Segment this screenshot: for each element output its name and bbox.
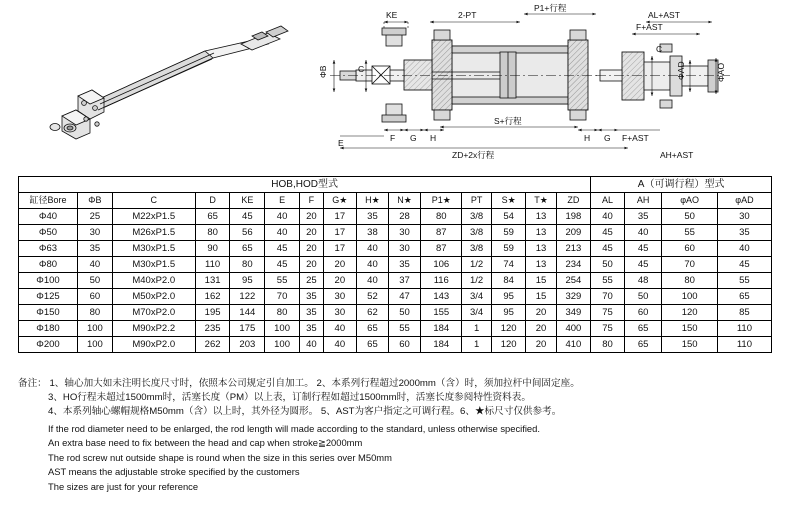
cell-value: 40 (265, 209, 300, 225)
cell-value: 410 (556, 337, 591, 353)
cell-value: 50 (389, 305, 421, 321)
cell-value: 74 (491, 257, 526, 273)
cell-value: 35 (624, 209, 662, 225)
note-cn-1: 1、轴心加大如未注明长度尺寸时，依照本公司规定引自加工。 2、本系列行程超过2000mm（含）时，须加拉杆中间固定座。 (49, 378, 580, 389)
table-column-header-row (19, 193, 772, 209)
cell-value: 198 (556, 209, 591, 225)
cell-value: 35 (356, 209, 388, 225)
cell-value: 45 (265, 241, 300, 257)
cell-value: 55 (591, 273, 625, 289)
cell-bore: Φ40 (19, 209, 78, 225)
cell-value: 20 (299, 209, 323, 225)
cell-value: 40 (717, 241, 771, 257)
label-phi-ao: ΦAO (716, 62, 726, 82)
cell-value: 100 (78, 337, 113, 353)
cell-value: 95 (491, 289, 526, 305)
cell-value: 20 (323, 257, 356, 273)
cell-value: 162 (195, 289, 230, 305)
cell-value: 20 (299, 241, 323, 257)
cell-value: 400 (556, 321, 591, 337)
cell-value: 349 (556, 305, 591, 321)
cell-value: 65 (717, 289, 771, 305)
cell-value: 45 (265, 257, 300, 273)
col-n: N★ (389, 193, 421, 209)
cell-value: M26xP1.5 (112, 225, 195, 241)
cell-value: 13 (526, 257, 556, 273)
cell-value: 45 (624, 241, 662, 257)
table-row (19, 241, 772, 257)
col-ke: KE (230, 193, 265, 209)
cell-value: 150 (662, 337, 717, 353)
cell-value: 100 (78, 321, 113, 337)
cell-value: 60 (624, 305, 662, 321)
cell-value: 120 (491, 321, 526, 337)
cell-value: 15 (526, 273, 556, 289)
cell-value: 40 (356, 257, 388, 273)
table-group-header-row (19, 177, 772, 193)
spec-table (18, 176, 772, 353)
cell-value: 3/4 (462, 289, 491, 305)
cell-value: 50 (624, 289, 662, 305)
cell-value: 87 (421, 241, 462, 257)
cell-value: 45 (591, 225, 625, 241)
col-t: T★ (526, 193, 556, 209)
cell-value: 60 (78, 289, 113, 305)
cell-value: 65 (624, 337, 662, 353)
cell-bore: Φ180 (19, 321, 78, 337)
cell-value: 80 (265, 305, 300, 321)
cell-bore: Φ150 (19, 305, 78, 321)
cell-value: 13 (526, 241, 556, 257)
cell-value: 70 (591, 289, 625, 305)
cell-value: 65 (230, 241, 265, 257)
cell-value: 20 (299, 257, 323, 273)
cell-value: 40 (624, 225, 662, 241)
note-en-4: AST means the adjustable stroke specified by the customers (48, 466, 300, 478)
cell-value: 122 (230, 289, 265, 305)
cell-value: 3/4 (462, 305, 491, 321)
cell-value: 100 (265, 321, 300, 337)
cell-value: 75 (591, 321, 625, 337)
col-ah: AH (624, 193, 662, 209)
label-c-left: C (358, 64, 365, 74)
cell-bore: Φ63 (19, 241, 78, 257)
cell-value: 80 (421, 209, 462, 225)
cell-value: 80 (662, 273, 717, 289)
cell-value: 54 (491, 209, 526, 225)
cell-value: 235 (195, 321, 230, 337)
cell-value: 40 (356, 273, 388, 289)
label-phi-b: ΦB (318, 65, 328, 78)
col-e: E (265, 193, 300, 209)
label-f-ast-bottom: F+AST (622, 133, 649, 143)
col-p1: P1★ (421, 193, 462, 209)
col-phiad: φAD (717, 193, 771, 209)
table-row (19, 273, 772, 289)
cell-value: 84 (491, 273, 526, 289)
note-en-5: The sizes are just for your reference (48, 480, 199, 492)
cell-value: 35 (299, 321, 323, 337)
cell-value: 60 (389, 337, 421, 353)
cell-value: 116 (421, 273, 462, 289)
cell-value: 110 (717, 321, 771, 337)
cell-value: 45 (230, 209, 265, 225)
cell-value: 3/8 (462, 209, 491, 225)
cell-value: 20 (526, 337, 556, 353)
cell-value: 80 (591, 337, 625, 353)
cell-value: 254 (556, 273, 591, 289)
cell-value: 62 (356, 305, 388, 321)
cell-value: 55 (265, 273, 300, 289)
cell-value: 80 (195, 225, 230, 241)
cell-value: 40 (78, 257, 113, 273)
table-row (19, 209, 772, 225)
cell-bore: Φ50 (19, 225, 78, 241)
cell-value: 65 (624, 321, 662, 337)
cell-value: 40 (265, 225, 300, 241)
cell-value: M30xP1.5 (112, 241, 195, 257)
col-c: C (112, 193, 195, 209)
cell-value: 30 (323, 305, 356, 321)
cell-value: M22xP1.5 (112, 209, 195, 225)
technical-drawing (0, 0, 790, 176)
cell-value: 38 (356, 225, 388, 241)
cell-bore: Φ200 (19, 337, 78, 353)
cell-value: 175 (230, 321, 265, 337)
cell-value: 25 (78, 209, 113, 225)
label-e: E (338, 138, 344, 148)
col-bore: 缸径Bore (19, 193, 78, 209)
cell-value: 30 (78, 225, 113, 241)
cell-value: 35 (717, 225, 771, 241)
note-en-2: An extra base need to fix between the head and cap when stroke≧2000mm (48, 437, 363, 449)
label-h2: H (584, 133, 591, 143)
label-al-ast: AL+AST (648, 10, 680, 20)
cell-value: 1 (462, 321, 491, 337)
cell-value: 35 (299, 305, 323, 321)
cell-value: 17 (323, 225, 356, 241)
cell-value: 110 (195, 257, 230, 273)
label-ah-ast: AH+AST (660, 150, 694, 160)
cell-value: 50 (662, 209, 717, 225)
cell-value: 80 (230, 257, 265, 273)
cell-value: M50xP2.0 (112, 289, 195, 305)
cell-value: 1/2 (462, 257, 491, 273)
cell-value: 35 (78, 241, 113, 257)
table-row (19, 289, 772, 305)
cell-value: 184 (421, 337, 462, 353)
cell-value: 70 (662, 257, 717, 273)
cell-value: 209 (556, 225, 591, 241)
cell-value: 55 (717, 273, 771, 289)
cell-value: 40 (591, 209, 625, 225)
cell-value: 48 (624, 273, 662, 289)
label-zd-stroke: ZD+2x行程 (452, 150, 495, 160)
cell-value: 37 (389, 273, 421, 289)
col-f: F (299, 193, 323, 209)
cell-value: 100 (662, 289, 717, 305)
cell-bore: Φ80 (19, 257, 78, 273)
cell-value: 20 (526, 305, 556, 321)
cell-value: 60 (662, 241, 717, 257)
cell-value: 144 (230, 305, 265, 321)
cell-value: 106 (421, 257, 462, 273)
cell-value: 213 (556, 241, 591, 257)
cell-bore: Φ100 (19, 273, 78, 289)
cell-value: 35 (299, 289, 323, 305)
cell-value: 20 (299, 225, 323, 241)
cell-value: 30 (323, 289, 356, 305)
cell-value: 195 (195, 305, 230, 321)
cell-value: M70xP2.0 (112, 305, 195, 321)
cell-value: 184 (421, 321, 462, 337)
col-d: D (195, 193, 230, 209)
cell-value: 100 (265, 337, 300, 353)
cell-value: 17 (323, 241, 356, 257)
drawing-area (0, 0, 790, 172)
cell-value: 45 (591, 241, 625, 257)
col-phib: ΦB (78, 193, 113, 209)
cell-value: 65 (356, 321, 388, 337)
cell-value: 28 (389, 209, 421, 225)
cell-value: 87 (421, 225, 462, 241)
cell-value: 55 (389, 321, 421, 337)
cell-value: 70 (265, 289, 300, 305)
cell-value: 150 (662, 321, 717, 337)
note-en-3: The rod screw nut outside shape is round when the size in this series over M50mm (48, 451, 392, 463)
table-row (19, 305, 772, 321)
label-s-stroke: S+行程 (494, 116, 522, 126)
cell-value: 120 (662, 305, 717, 321)
cell-value: 234 (556, 257, 591, 273)
cell-value: 1 (462, 337, 491, 353)
cell-value: 20 (323, 273, 356, 289)
spec-table-wrap (18, 176, 772, 353)
cell-value: 75 (591, 305, 625, 321)
table-row (19, 321, 772, 337)
table-row (19, 337, 772, 353)
col-zd: ZD (556, 193, 591, 209)
label-f1: F (390, 133, 396, 143)
cell-value: 262 (195, 337, 230, 353)
cell-bore: Φ125 (19, 289, 78, 305)
cell-value: 155 (421, 305, 462, 321)
cell-value: 40 (299, 337, 323, 353)
cell-value: 59 (491, 241, 526, 257)
cell-value: 52 (356, 289, 388, 305)
col-pt: PT (462, 193, 491, 209)
col-g: G★ (323, 193, 356, 209)
cell-value: 143 (421, 289, 462, 305)
cell-value: 131 (195, 273, 230, 289)
cell-value: 95 (230, 273, 265, 289)
cell-value: 59 (491, 225, 526, 241)
label-c-right: C (656, 44, 663, 54)
label-2pt: 2-PT (458, 10, 477, 20)
cell-value: 95 (491, 305, 526, 321)
cell-value: 56 (230, 225, 265, 241)
cell-value: M90xP2.2 (112, 321, 195, 337)
cell-value: 20 (526, 321, 556, 337)
table-row (19, 257, 772, 273)
cell-value: 55 (662, 225, 717, 241)
cell-value: 65 (195, 209, 230, 225)
cell-value: 47 (389, 289, 421, 305)
cell-value: 110 (717, 337, 771, 353)
cell-value: 40 (323, 321, 356, 337)
col-h: H★ (356, 193, 388, 209)
note-en-1: If the rod diameter need to be enlarged, the rod length will made according to the standard, unless otherwise specified. (48, 422, 540, 434)
cell-value: 50 (78, 273, 113, 289)
notes-block (18, 377, 774, 495)
cell-value: 17 (323, 209, 356, 225)
cell-value: 45 (624, 257, 662, 273)
col-s: S★ (491, 193, 526, 209)
label-p1-stroke: P1+行程 (534, 3, 567, 13)
group-header-hob: HOB,HOD型式 (19, 177, 591, 193)
cell-value: 15 (526, 289, 556, 305)
cell-value: 45 (717, 257, 771, 273)
cell-value: 13 (526, 225, 556, 241)
cell-value: 85 (717, 305, 771, 321)
cell-value: 120 (491, 337, 526, 353)
cell-value: 40 (323, 337, 356, 353)
label-h1: H (430, 133, 437, 143)
col-al: AL (591, 193, 625, 209)
cell-value: 25 (299, 273, 323, 289)
cell-value: 13 (526, 209, 556, 225)
label-g2: G (604, 133, 611, 143)
note-cn-2: 3、HO行程未超过1500mm时，活塞长度（PM）以上表，订制行程如超过1500mm时，活塞长度参阅特性资料表。 (48, 392, 531, 404)
cell-value: 65 (356, 337, 388, 353)
cell-value: 50 (591, 257, 625, 273)
cell-value: 30 (717, 209, 771, 225)
notes-label: 备注： (18, 378, 47, 389)
cell-value: 30 (389, 225, 421, 241)
label-f-ast-top: F+AST (636, 22, 663, 32)
note-cn-3: 4、本系列轴心螺帽规格M50mm（含）以上时，其外径为圆形。 5、AST为客户指定之可调行程。6、★标尺寸仅供参考。 (48, 406, 562, 418)
cell-value: M30xP1.5 (112, 257, 195, 273)
cell-value: 40 (356, 241, 388, 257)
label-phi-ad: ΦAD (676, 61, 686, 80)
cell-value: M90xP2.0 (112, 337, 195, 353)
cell-value: 3/8 (462, 225, 491, 241)
cell-value: 1/2 (462, 273, 491, 289)
cell-value: 80 (78, 305, 113, 321)
cell-value: 329 (556, 289, 591, 305)
cell-value: 3/8 (462, 241, 491, 257)
label-g1: G (410, 133, 417, 143)
col-phiao: φAO (662, 193, 717, 209)
group-header-adj: A（可调行程）型式 (591, 177, 772, 193)
cell-value: 35 (389, 257, 421, 273)
label-ke: KE (386, 10, 398, 20)
cell-value: 30 (389, 241, 421, 257)
table-row (19, 225, 772, 241)
cell-value: M40xP2.0 (112, 273, 195, 289)
cell-value: 203 (230, 337, 265, 353)
cell-value: 90 (195, 241, 230, 257)
